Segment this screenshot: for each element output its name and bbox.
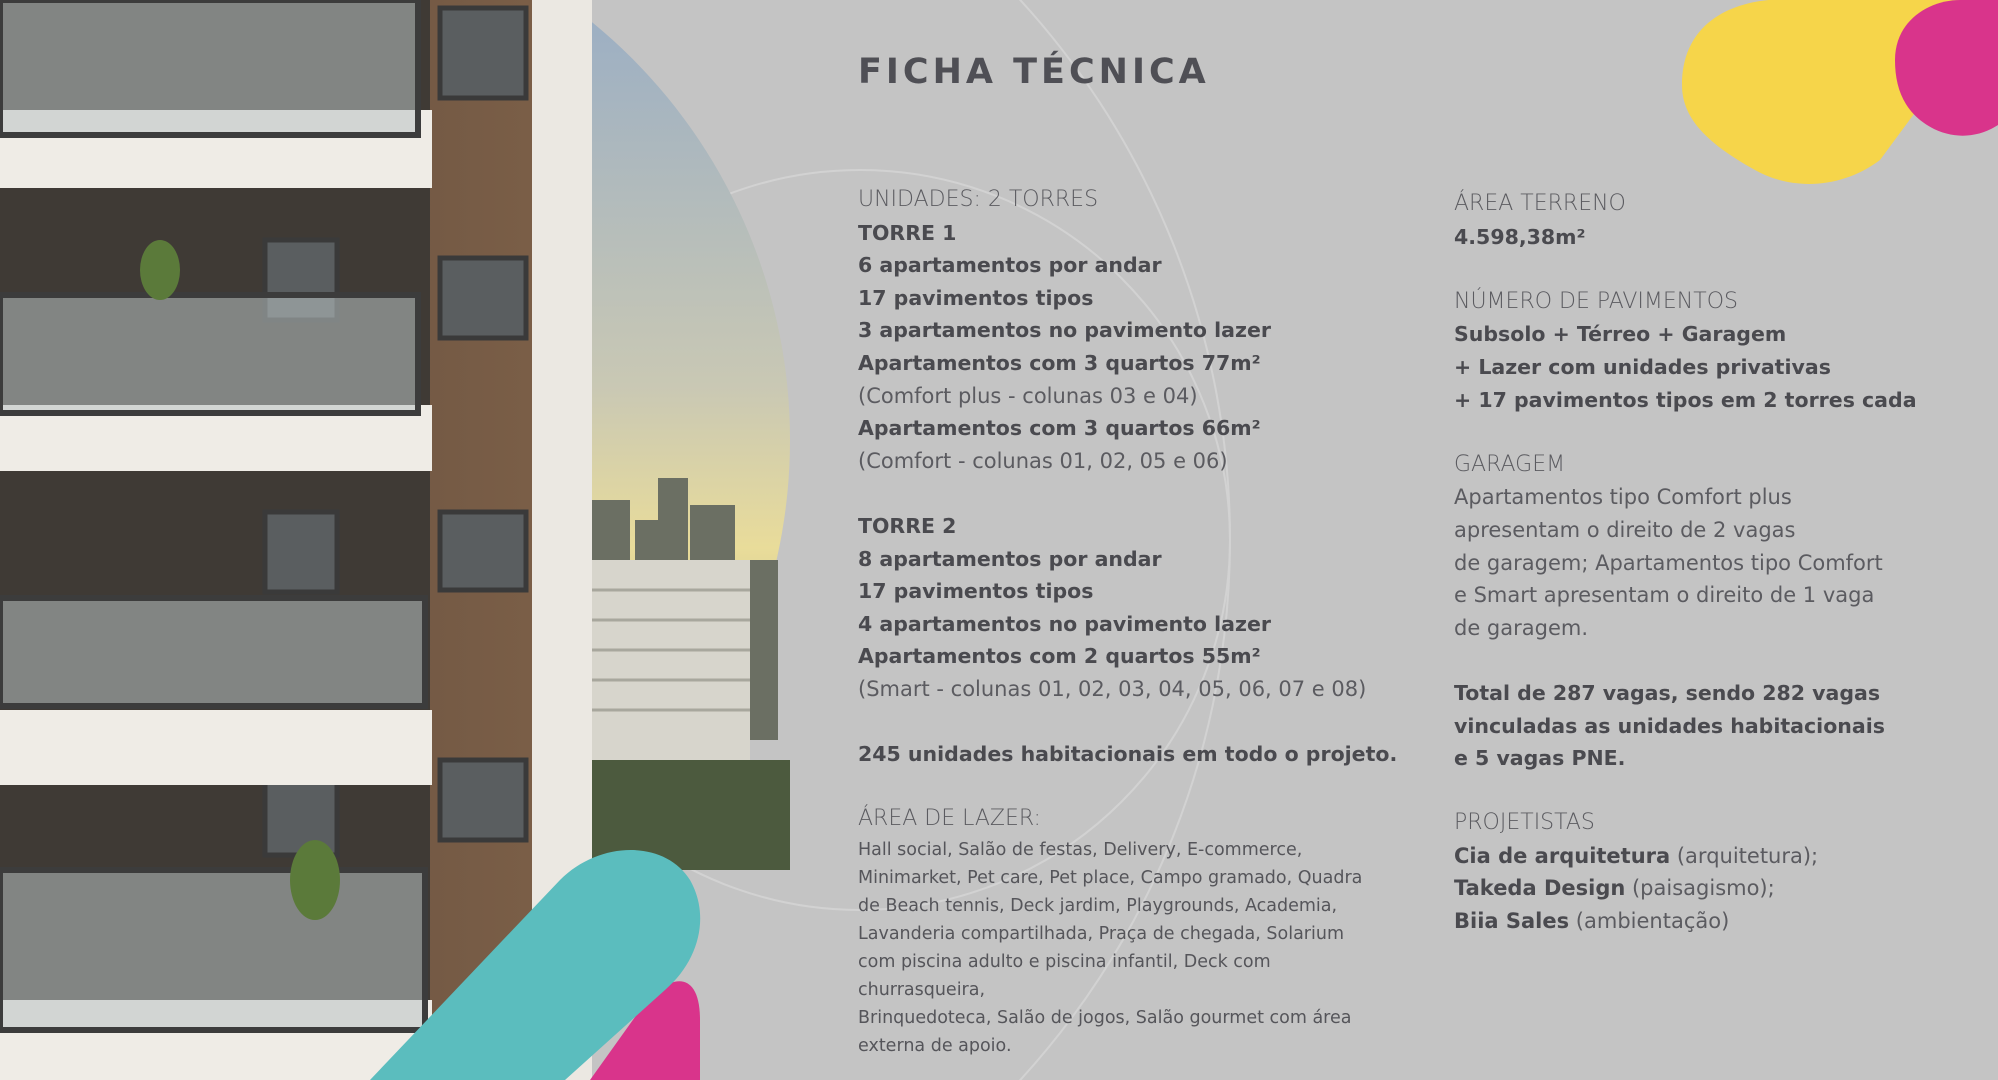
land-area-value: 4.598,38m² bbox=[1454, 224, 1586, 249]
tower-1-line: 6 apartamentos por andar bbox=[858, 253, 1162, 278]
garage-heading: GARAGEM bbox=[1454, 451, 1566, 477]
floors-line: Subsolo + Térreo + Garagem bbox=[1454, 322, 1787, 347]
garage-line: e Smart apresentam o direito de 1 vaga bbox=[1454, 583, 1875, 608]
units-heading: UNIDADES: 2 TORRES bbox=[858, 187, 1099, 212]
leisure-heading: ÁREA DE LAZER: bbox=[858, 806, 1041, 832]
designers-heading: PROJETISTAS bbox=[1454, 810, 1595, 836]
garage-line: de garagem; Apartamentos tipo Comfort bbox=[1454, 550, 1883, 575]
tower-2-line: 8 apartamentos por andar bbox=[858, 546, 1162, 571]
leisure-line: de Beach tennis, Deck jardim, Playgrounds, Academia, bbox=[858, 895, 1338, 916]
designer-item bbox=[1454, 840, 1954, 873]
leisure-line: Hall social, Salão de festas, Delivery, E-commerce, bbox=[858, 839, 1303, 860]
garage-line: Apartamentos tipo Comfort plus bbox=[1454, 485, 1792, 510]
tower-1-line: (Comfort - colunas 01, 02, 05 e 06) bbox=[858, 448, 1228, 473]
tower-2-line: (Smart - colunas 01, 02, 03, 04, 05, 06, 07 e 08) bbox=[858, 676, 1367, 701]
floors-line: + 17 pavimentos tipos em 2 torres cada bbox=[1454, 387, 1917, 412]
garage-total-line: Total de 287 vagas, sendo 282 vagas bbox=[1454, 680, 1881, 705]
garage-line: de garagem. bbox=[1454, 615, 1589, 640]
page-title: FICHA TÉCNICA bbox=[858, 52, 1210, 92]
designer-name: Takeda Design bbox=[1454, 876, 1626, 901]
designer-role: (arquitetura); bbox=[1670, 843, 1819, 868]
tower-1-line: (Comfort plus - colunas 03 e 04) bbox=[858, 383, 1198, 408]
designer-name: Biia Sales bbox=[1454, 909, 1570, 934]
designer-role: (paisagismo); bbox=[1625, 876, 1775, 901]
tower-2-line: 4 apartamentos no pavimento lazer bbox=[858, 611, 1271, 636]
leisure-line: Minimarket, Pet care, Pet place, Campo gramado, Quadra bbox=[858, 867, 1363, 888]
tower-1-line: Apartamentos com 3 quartos 66m² bbox=[858, 416, 1261, 441]
floors-heading: NÚMERO DE PAVIMENTOS bbox=[1454, 288, 1738, 314]
designer-item bbox=[1454, 872, 1954, 905]
designer-item bbox=[1454, 905, 1954, 938]
tower-1-title: TORRE 1 bbox=[858, 220, 957, 245]
floors-line: + Lazer com unidades privativas bbox=[1454, 354, 1831, 379]
leisure-line: com piscina adulto e piscina infantil, Deck com churrasqueira, bbox=[858, 951, 1271, 1000]
garage-total-line: vinculadas as unidades habitacionais bbox=[1454, 713, 1885, 738]
tower-2-line: 17 pavimentos tipos bbox=[858, 579, 1094, 604]
leisure-line: externa de apoio. bbox=[858, 1035, 1012, 1056]
tower-1-line: 3 apartamentos no pavimento lazer bbox=[858, 318, 1271, 343]
details-column bbox=[1454, 188, 1954, 938]
tower-1-line: Apartamentos com 3 quartos 77m² bbox=[858, 350, 1261, 375]
designer-name: Cia de arquitetura bbox=[1454, 843, 1671, 868]
units-total: 245 unidades habitacionais em todo o projeto. bbox=[858, 742, 1398, 767]
designer-role: (ambientação) bbox=[1569, 909, 1730, 934]
land-area-heading: ÁREA TERRENO bbox=[1454, 191, 1626, 216]
leisure-line: Lavanderia compartilhada, Praça de chegada, Solarium bbox=[858, 923, 1345, 944]
tower-1-line: 17 pavimentos tipos bbox=[858, 285, 1094, 310]
units-column bbox=[858, 184, 1398, 1060]
tower-2-title: TORRE 2 bbox=[858, 513, 957, 538]
garage-line: apresentam o direito de 2 vagas bbox=[1454, 517, 1796, 542]
leisure-line: Brinquedoteca, Salão de jogos, Salão gourmet com área bbox=[858, 1007, 1352, 1028]
tower-2-line: Apartamentos com 2 quartos 55m² bbox=[858, 644, 1261, 669]
garage-total-line: e 5 vagas PNE. bbox=[1454, 746, 1626, 771]
